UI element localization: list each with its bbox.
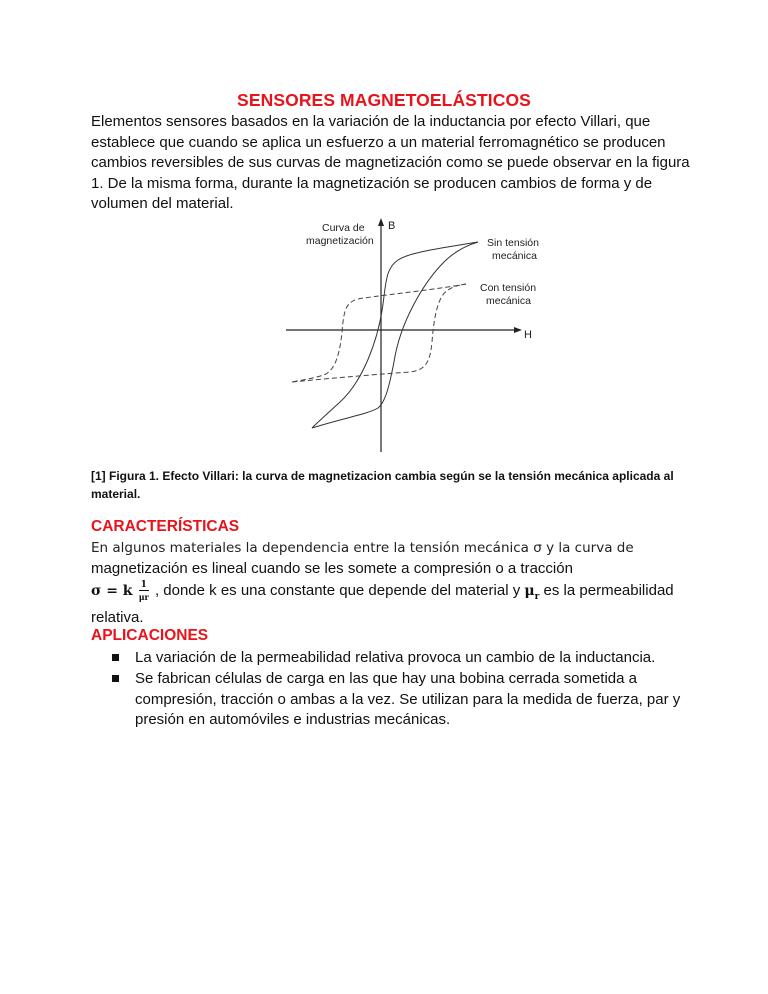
square-bullet-icon: [112, 675, 119, 682]
dashed-loop-lower-branch: [292, 284, 466, 382]
without-stress-label-line2: mecánica: [492, 250, 537, 262]
without-stress-label-line1: Sin tensión: [487, 237, 539, 249]
b-axis-arrow-icon: [378, 218, 384, 226]
formula-description: , donde k es una constante que depende del material y: [154, 582, 521, 599]
solid-loop-upper-branch: [312, 242, 478, 428]
with-stress-label-line2: mecánica: [486, 295, 531, 307]
curve-label-line2: magnetización: [306, 235, 374, 247]
formula-fraction: [139, 580, 149, 602]
h-axis-label: H: [524, 329, 532, 341]
caracteristicas-line1: En algunos materiales la dependencia entre la tensión mecánica σ y la curva de: [91, 540, 634, 556]
mu-r-symbol: $\mu_r$: [524, 583, 540, 602]
formula-numerator: 1: [140, 580, 147, 591]
square-bullet-icon: [112, 654, 119, 661]
h-axis-arrow-icon: [514, 327, 522, 333]
aplicaciones-heading: APLICACIONES: [91, 627, 209, 644]
caracteristicas-line2: magnetización es lineal cuando se les somete a compresión o a tracción: [91, 560, 573, 577]
aplicaciones-list: [112, 648, 682, 731]
page-title: SENSORES MAGNETOELÁSTICOS: [237, 90, 531, 110]
villari-figure: [282, 212, 552, 458]
with-stress-label-line1: Con tensión: [480, 282, 537, 294]
solid-loop-lower-branch: [312, 242, 478, 428]
list-item: La variación de la permeabilidad relativa provoca un cambio de la inductancia.: [112, 648, 682, 669]
caracteristicas-heading: CARACTERÍSTICAS: [91, 518, 240, 535]
b-axis-label: B: [388, 220, 396, 232]
formula-line: [91, 580, 674, 608]
curve-label-line1: Curva de: [322, 222, 365, 234]
formula-description-end: es la permeabilidad: [543, 582, 674, 599]
figure-caption: [1] Figura 1. Efecto Villari: la curva de magnetizacion cambia según se la tensión mecánica aplicada al material.: [91, 469, 674, 501]
formula-denominator: μr: [138, 592, 149, 603]
intro-paragraph: Elementos sensores basados en la variación de la inductancia por efecto Villari, que establece que cuando se aplica un esfuerzo a un material ferromagnético se producen cambios reversibles de sus curvas de magnetización como se puede observar en la figura 1. De la misma forma, durante la magnetización se producen cambios de forma y de volumen del material.: [91, 113, 690, 212]
caracteristicas-line4: relativa.: [91, 609, 144, 626]
dashed-loop-upper-branch: [292, 284, 466, 382]
hysteresis-diagram: [282, 212, 552, 458]
list-item: Se fabrican células de carga en las que hay una bobina cerrada sometida a compresión, tracción o ambas a la vez. Se utilizan para la medida de fuerza, par y presión en automóviles e industrias mecánicas.: [112, 669, 682, 731]
formula-lhs: σ = k: [91, 583, 133, 599]
